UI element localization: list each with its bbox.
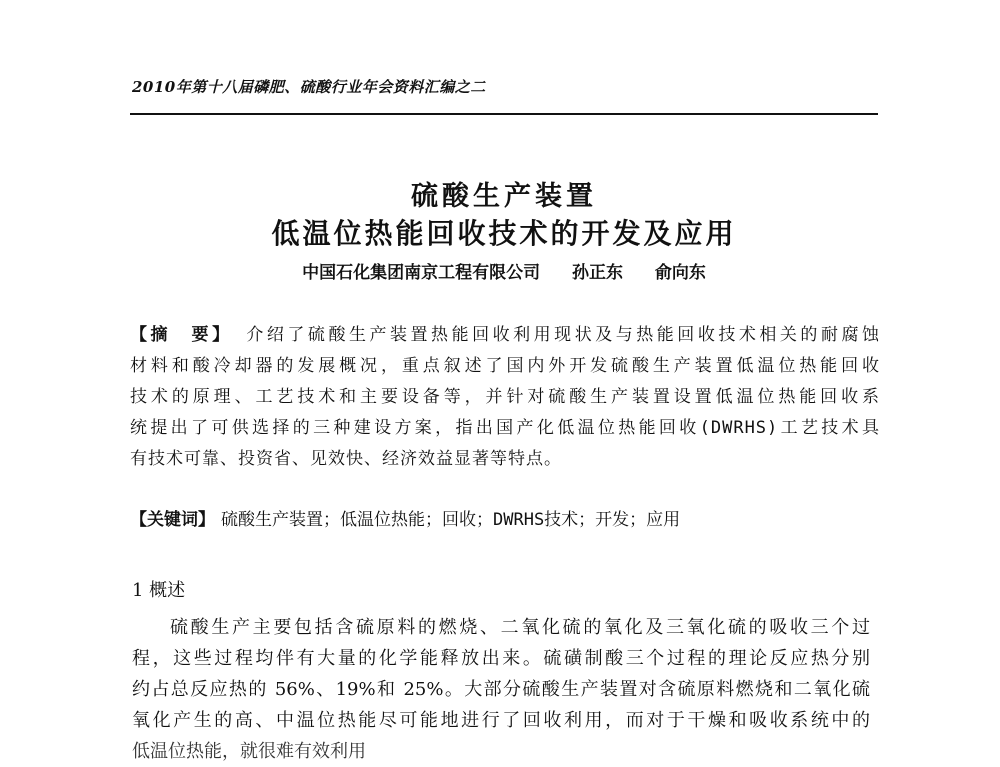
- body-line: 程，这些过程均伴有大量的化学能释放出来。硫磺制酸三个过程的理论反应热分别: [132, 648, 870, 669]
- keywords-label: 【关键词】: [130, 510, 215, 530]
- abstract-label: 【摘 要】: [130, 325, 233, 345]
- keywords: [130, 505, 880, 536]
- running-header: 2010年第十八届磷肥、硫酸行业年会资料汇编之二: [132, 78, 486, 96]
- abstract-text: 介绍了硫酸生产装置热能回收利用现状及与热能回收技术相关的耐腐蚀: [246, 325, 880, 345]
- affiliation: 中国石化集团南京工程有限公司: [302, 263, 541, 283]
- body-line: 硫酸生产主要包括含硫原料的燃烧、二氧化硫的氧化及三氧化硫的吸收三个过: [170, 617, 870, 638]
- abstract: [130, 320, 880, 475]
- abstract-line: 有技术可靠、投资省、见效快、经济效益显著等特点。: [130, 449, 562, 469]
- keywords-text: 硫酸生产装置；低温位热能；回收；DWRHS技术；开发；应用: [221, 510, 681, 530]
- title-line-1: 硫酸生产装置: [411, 181, 597, 212]
- header-rule: [130, 113, 878, 115]
- body-line: 约占总反应热的 56%、19%和 25%。大部分硫酸生产装置对含硫原料燃烧和二氧化硫: [132, 679, 870, 700]
- abstract-line: [130, 320, 880, 351]
- body-line: 低温位热能，就很难有效利用: [132, 741, 366, 762]
- section-heading: 1 概述: [132, 580, 186, 601]
- title-line-2: 低温位热能回收技术的开发及应用: [271, 217, 737, 250]
- abstract-line: 统提出了可供选择的三种建设方案，指出国产化低温位热能回收(DWRHS)工艺技术具: [130, 418, 880, 438]
- abstract-line: 技术的原理、工艺技术和主要设备等，并针对硫酸生产装置设置低温位热能回收系: [130, 387, 880, 407]
- author-name: 俞向东: [654, 263, 706, 283]
- section-body: [132, 612, 870, 762]
- author-line: [130, 258, 878, 283]
- body-line: 氧化产生的高、中温位热能尽可能地进行了回收利用，而对于干燥和吸收系统中的: [132, 710, 870, 731]
- author-name: 孙正东: [572, 263, 623, 283]
- abstract-line: 材料和酸冷却器的发展概况，重点叙述了国内外开发硫酸生产装置低温位热能回收: [130, 356, 880, 376]
